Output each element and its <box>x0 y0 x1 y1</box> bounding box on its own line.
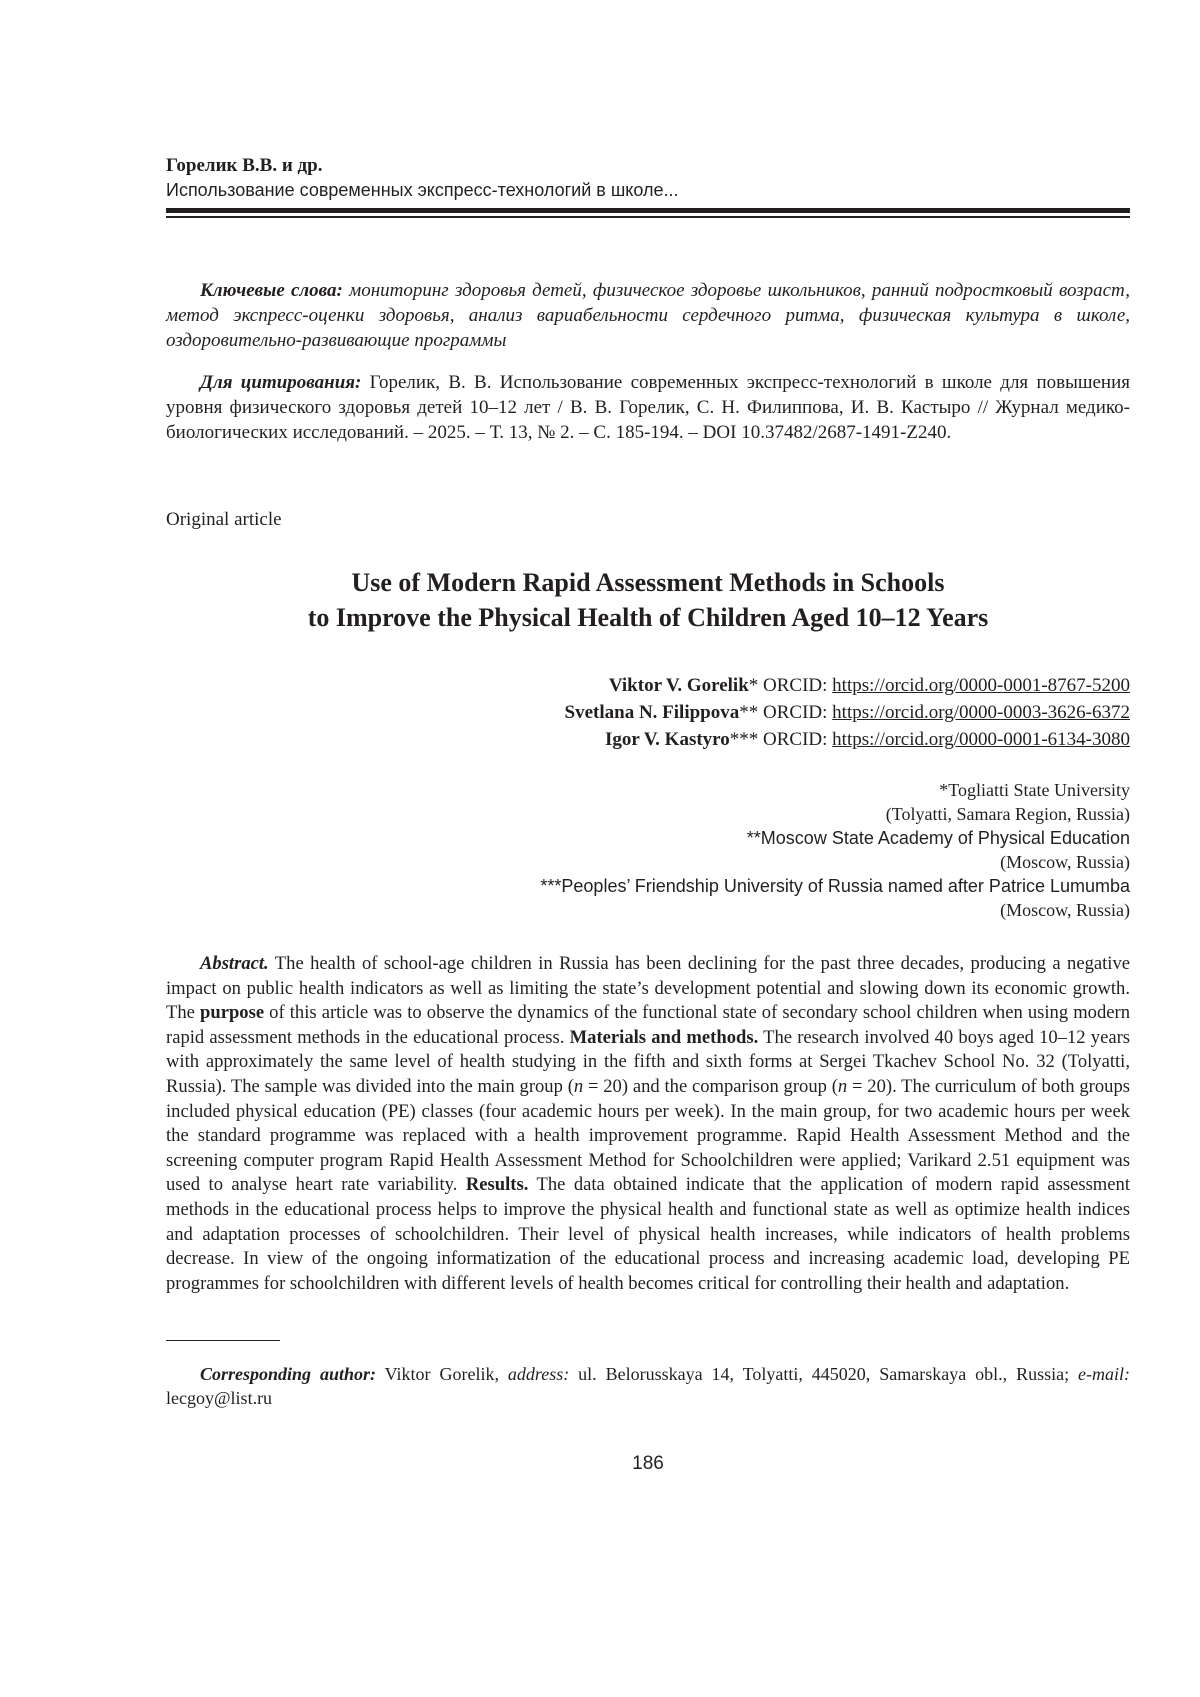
abstract-text: The data obtained indicate that the application of modern rapid assessment methods in the educational process helps to improve the physical health and functional state as well as optimize health indices and adaptation processes of schoolchildren. Their level of physical health increases, while indicators of health problems decrease. In view of the ongoing informatization of the educational process and increasing academic load, developing PE programmes for schoolchildren with different levels of health becomes critical for controlling their health and adaptation. <box>166 1174 1130 1293</box>
author-row <box>565 672 1130 699</box>
keywords-paragraph <box>166 278 1130 353</box>
abstract-text: = 20). The curriculum of both groups included physical education (PE) classes (four academic hours per week). In the main group, for two academic hours per week the standard programme was replaced with a health improvement programme. Rapid Health Assessment Method and the screening computer program Rapid Health Assessment Method for Schoolchildren were applied; Varikard 2.51 equipment was used to analyse heart rate variability. <box>166 1076 1130 1195</box>
citation-text: Горелик, В. В. Использование современных экспресс-технологий в школе для повышения уровня физического здоровья детей 10–12 лет / В. В. Горелик, С. Н. Филиппова, И. В. Кастыро // Журнал медико-биологических исследований. – 2025. – Т. 13, № 2. – С. 185-194. – DOI 10.37482/2687-1491-Z240. <box>166 372 1130 443</box>
header-rule-thin <box>166 216 1130 218</box>
citation-label: Для цитирования: <box>200 372 361 393</box>
abstract-text: The research involved 40 boys aged 10–12 years with approximately the same level of health studying in the fifth and sixth forms at Sergei Tkachev School No. 32 (Tolyatti, Russia). The sample was divided into the main group ( <box>166 1027 1130 1097</box>
title-line-1: Use of Modern Rapid Assessment Methods in Schools <box>166 565 1130 600</box>
author-name: Viktor V. Gorelik <box>609 675 749 696</box>
article-title <box>166 565 1130 635</box>
corresponding-label: Corresponding author: <box>200 1364 376 1384</box>
orcid-label: ORCID: <box>763 729 827 750</box>
affiliation-location: (Moscow, Russia) <box>540 850 1130 874</box>
affiliation-location: (Moscow, Russia) <box>540 898 1130 922</box>
affiliation-location: (Tolyatti, Samara Region, Russia) <box>540 802 1130 826</box>
citation-paragraph <box>166 370 1130 445</box>
author-mark: *** <box>730 729 759 750</box>
article-type: Original article <box>166 508 282 532</box>
corresponding-author <box>166 1362 1130 1410</box>
page <box>166 0 1130 1697</box>
abstract-label: Abstract. <box>200 953 269 974</box>
author-mark: * <box>749 675 759 696</box>
author-name: Svetlana N. Filippova <box>565 702 740 723</box>
keywords-label: Ключевые слова: <box>200 280 343 301</box>
purpose-label: purpose <box>200 1002 264 1023</box>
affiliation-name: ***Peoples’ Friendship University of Russia named after Patrice Lumumba <box>540 874 1130 898</box>
orcid-link[interactable]: https://orcid.org/0000-0001-8767-5200 <box>832 675 1130 696</box>
n-variable: n <box>838 1076 847 1097</box>
author-name: Igor V. Kastyro <box>605 729 730 750</box>
orcid-link[interactable]: https://orcid.org/0000-0001-6134-3080 <box>832 729 1130 750</box>
affiliation-name: *Togliatti State University <box>540 778 1130 802</box>
orcid-label: ORCID: <box>763 702 827 723</box>
keywords-text: мониторинг здоровья детей, физическое здоровье школьников, ранний подростковый возраст, метод экспресс-оценки здоровья, анализ вариабельности сердечного ритма, физическая культура в школе, оздоровительно-развивающие программы <box>166 280 1130 351</box>
results-label: Results. <box>466 1174 529 1195</box>
author-row <box>565 699 1130 726</box>
running-header-authors: Горелик В.В. и др. <box>166 154 322 178</box>
author-list <box>565 672 1130 753</box>
email-label: e-mail: <box>1078 1364 1130 1384</box>
orcid-label: ORCID: <box>763 675 827 696</box>
running-header-title: Использование современных экспресс-технологий в школе... <box>166 178 678 202</box>
corresponding-address: ul. Belorusskaya 14, Tolyatti, 445020, Samarskaya obl., Russia; <box>578 1364 1069 1384</box>
author-row <box>565 726 1130 753</box>
n-variable: n <box>574 1076 583 1097</box>
corresponding-name: Viktor Gorelik, <box>385 1364 499 1384</box>
corresponding-email[interactable]: lecgoy@list.ru <box>166 1388 272 1408</box>
abstract-text: = 20) and the comparison group ( <box>588 1076 838 1097</box>
abstract-paragraph <box>166 952 1130 1296</box>
page-number: 186 <box>166 1452 1130 1476</box>
footnote-rule <box>166 1340 280 1341</box>
affiliation-name: **Moscow State Academy of Physical Education <box>540 826 1130 850</box>
abstract-text: of this article was to observe the dynamics of the functional state of secondary school children when using modern rapid assessment methods in the educational process. <box>166 1002 1130 1048</box>
methods-label: Materials and methods. <box>570 1027 759 1048</box>
author-mark: ** <box>739 702 758 723</box>
orcid-link[interactable]: https://orcid.org/0000-0003-3626-6372 <box>832 702 1130 723</box>
title-line-2: to Improve the Physical Health of Children Aged 10–12 Years <box>166 600 1130 635</box>
address-label: address: <box>508 1364 569 1384</box>
header-rule-thick <box>166 208 1130 213</box>
abstract-text: The health of school-age children in Russia has been declining for the past three decades, producing a negative impact on public health indicators as well as limiting the state’s development potential and slowing down its economic growth. The <box>166 953 1130 1023</box>
affiliation-list <box>540 778 1130 922</box>
